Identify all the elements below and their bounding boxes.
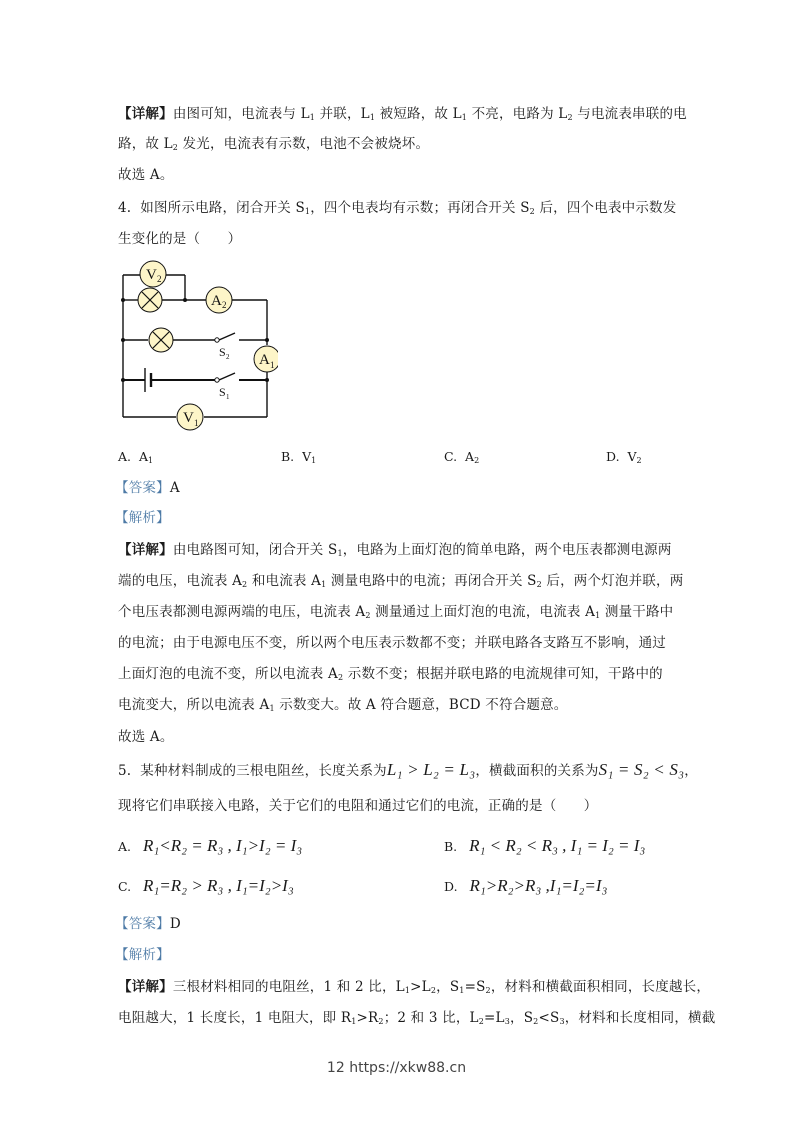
question-number: 4. (118, 200, 132, 216)
rich-text (118, 1010, 715, 1026)
text-run: 电阻越大，1 长度长，1 电阻大，即 R (118, 1010, 352, 1026)
option-key: B. (444, 839, 458, 854)
subscript: 1 (269, 704, 275, 713)
rich-text (118, 697, 568, 713)
subscript: 2 (529, 207, 535, 216)
text-run: <S (538, 1010, 560, 1026)
answer-label: 【答案】 (115, 916, 170, 932)
option-expression: R₁>R₂>R₃ ,I₁=I₂=I₃ (469, 876, 608, 895)
text-run: 路，故 L (118, 136, 173, 152)
text-run: 的电流；由于电源电压不变，所以两个电压表示数都不变；并联电路各支路互不影响，通过 (118, 635, 666, 651)
text-run: 后，两个灯泡并联，两 (541, 573, 684, 589)
rich-text (173, 106, 687, 122)
text-run: 测量通过上面灯泡的电流，电流表 A (370, 604, 596, 620)
option-key: B. (281, 449, 295, 464)
subscript: 1 (304, 207, 311, 216)
q4-answer (115, 478, 180, 498)
stem-text: ，横截面积的关系为 (475, 763, 599, 779)
text-run: 发光，电流表有示数，电池不会被烧坏。 (178, 136, 430, 152)
prev-detail-line-2 (118, 134, 429, 158)
svg-text:2: 2 (157, 274, 162, 284)
q5-detail-line-2 (118, 1008, 715, 1032)
option-subscript: 1 (311, 456, 317, 465)
subscript: 1 (404, 986, 411, 995)
text-run: ，四个电表均有示数；再闭合开关 S (310, 200, 530, 216)
page-footer (0, 1060, 793, 1076)
text-run: 不亮，电路为 L (467, 106, 568, 122)
q5-option-d[interactable] (444, 876, 607, 897)
svg-text:1: 1 (270, 360, 275, 370)
svg-text:1: 1 (194, 418, 199, 428)
option-expression: R₁ < R₂ < R₃ , I₁ = I₂ = I₃ (469, 836, 646, 855)
q5-option-a[interactable] (118, 836, 302, 857)
answer-value: A (169, 480, 180, 496)
q4-option-d[interactable] (606, 447, 642, 471)
text-run: 示数变大。故 A 符合题意，BCD 不符合题意。 (274, 697, 568, 713)
subscript: 2 (378, 1017, 384, 1026)
q4-option-b[interactable] (281, 447, 316, 471)
subscript: 2 (536, 580, 542, 589)
option-expression: R₁=R₂ > R₃ , I₁=I₂>I₃ (143, 876, 294, 895)
q5-answer (115, 914, 181, 934)
subscript: 2 (567, 113, 573, 122)
text-run: 三根材料相同的电阻丝，1 和 2 比，L (172, 979, 405, 995)
text-run: ，材料和横截面积相同，长度越长， (490, 979, 711, 995)
stem-text: ， (684, 763, 698, 779)
text-run: 电流变大，所以电流表 A (118, 697, 270, 713)
option-key: A. (118, 839, 132, 854)
text-run: =L (484, 1010, 505, 1026)
subscript: 1 (337, 549, 343, 558)
detail-label: 【详解】 (118, 979, 173, 995)
text-run: 后，四个电表中示数发 (534, 200, 677, 216)
option-key: A. (118, 449, 132, 464)
subscript: 1 (595, 611, 601, 620)
subscript: 1 (461, 113, 468, 122)
q4-detail-line-3 (118, 602, 673, 626)
svg-text:A: A (259, 352, 270, 368)
option-key: D. (444, 879, 458, 894)
length-relation: L₁ > L₂ = L₃ (386, 760, 476, 779)
text-run: ，材料和长度相同，横截 (564, 1010, 716, 1026)
footer-url[interactable]: https://xkw88.cn (349, 1060, 467, 1076)
q5-option-c[interactable] (118, 876, 294, 897)
area-relation: S₁ = S₂ < S₃ (598, 760, 685, 779)
svg-text:S: S (219, 385, 226, 399)
text-run: ，S (510, 1010, 534, 1026)
q5-option-b[interactable] (444, 836, 645, 857)
text-run: 测量干路中 (600, 604, 674, 620)
answer-value: D (169, 916, 181, 932)
text-run: 由图可知，电流表与 L (172, 106, 310, 122)
q4-option-c[interactable] (444, 447, 479, 471)
q4-detail-line-5 (118, 664, 663, 688)
svg-text:S: S (219, 345, 226, 359)
q4-conclusion: 故选 A。 (118, 729, 174, 745)
subscript: 2 (430, 986, 437, 995)
q4-detail-line-4 (118, 633, 666, 653)
option-symbol: A (465, 449, 475, 464)
text-run: 测量电路中的电流；再闭合开关 S (326, 573, 537, 589)
q4-stem-line-1 (118, 198, 676, 222)
option-subscript: 2 (636, 456, 642, 465)
text-run: ；2 和 3 比，L (383, 1010, 479, 1026)
text-run: 和电流表 A (247, 573, 322, 589)
text-run: =S (464, 979, 486, 995)
text-run: ，电路为上面灯泡的简单电路，两个电压表都测电源两 (342, 542, 672, 558)
rich-text (140, 200, 676, 216)
svg-text:V: V (183, 410, 194, 426)
option-symbol: A (138, 449, 148, 464)
q5-detail-line-1 (118, 977, 710, 1001)
subscript: 2 (365, 611, 371, 620)
text-run: 被短路，故 L (375, 106, 462, 122)
option-key: D. (606, 449, 620, 464)
text-run: >R (356, 1010, 379, 1026)
text-run: >L (410, 979, 431, 995)
text-run: 与电流表串联的电 (572, 106, 687, 122)
svg-text:A: A (211, 293, 222, 309)
subscript: 3 (504, 1017, 511, 1026)
answer-label: 【答案】 (115, 480, 170, 496)
q4-detail-line-1 (118, 540, 672, 564)
option-symbol: V (627, 449, 637, 464)
option-key: C. (444, 449, 458, 464)
svg-text:2: 2 (226, 353, 230, 361)
q4-detail-line-2 (118, 571, 683, 595)
q5-stem-line-2: 现将它们串联接入电路，关于它们的电阻和通过它们的电流，正确的是（ ） (118, 798, 598, 814)
svg-text:2: 2 (222, 300, 227, 310)
subscript: 2 (478, 1017, 485, 1026)
detail-label: 【详解】 (118, 106, 173, 122)
q4-detail-line-6 (118, 695, 568, 719)
subscript: 1 (309, 113, 316, 122)
rich-text (173, 542, 672, 558)
rich-text (118, 604, 673, 620)
text-run: 并联，L (315, 106, 370, 122)
subscript: 2 (337, 673, 344, 682)
detail-label: 【详解】 (118, 542, 173, 558)
subscript: 2 (172, 143, 179, 152)
circuit-diagram (118, 255, 278, 435)
subscript: 1 (321, 580, 327, 589)
rich-text (118, 573, 683, 589)
q5-analysis-label: 【解析】 (115, 947, 170, 963)
text-run: 示数不变；根据并联电路的电流规律可知，干路中的 (343, 666, 663, 682)
text-run: 上面灯泡的电流不变，所以电流表 A (118, 666, 338, 682)
rich-text (118, 666, 663, 682)
subscript: 2 (533, 1017, 539, 1026)
rich-text (118, 136, 429, 152)
text-run: 由电路图可知，闭合开关 S (172, 542, 338, 558)
option-subscript: 1 (148, 456, 154, 465)
q4-option-a[interactable] (118, 447, 153, 471)
q5-stem-line-1 (118, 760, 698, 781)
subscript: 2 (485, 986, 491, 995)
subscript: 3 (559, 1017, 565, 1026)
subscript: 1 (351, 1017, 357, 1026)
option-expression: R₁<R₂ = R₃ , I₁>I₂ = I₃ (142, 836, 303, 855)
text-run: 端的电压，电流表 A (118, 573, 243, 589)
option-subscript: 2 (474, 456, 480, 465)
question-number: 5. (118, 763, 132, 779)
subscript: 1 (369, 113, 376, 122)
q4-analysis-label: 【解析】 (115, 510, 170, 526)
rich-text (173, 979, 710, 995)
option-symbol: V (302, 449, 312, 464)
rich-text (118, 635, 666, 651)
prev-detail-line-1 (118, 104, 687, 128)
text-run: ，S (436, 979, 460, 995)
text-run: 如图所示电路，闭合开关 S (140, 200, 305, 216)
subscript: 2 (242, 580, 248, 589)
subscript: 1 (459, 986, 465, 995)
page-number: 12 (326, 1060, 345, 1076)
svg-text:1: 1 (226, 393, 230, 401)
text-run: 个电压表都测电源两端的电压，电流表 A (118, 604, 366, 620)
q4-stem-line-2: 生变化的是（ ） (118, 231, 242, 247)
option-key: C. (118, 879, 132, 894)
prev-conclusion: 故选 A。 (118, 167, 174, 183)
stem-text: 某种材料制成的三根电阻丝，长度关系为 (140, 763, 387, 779)
svg-text:V: V (146, 267, 157, 283)
